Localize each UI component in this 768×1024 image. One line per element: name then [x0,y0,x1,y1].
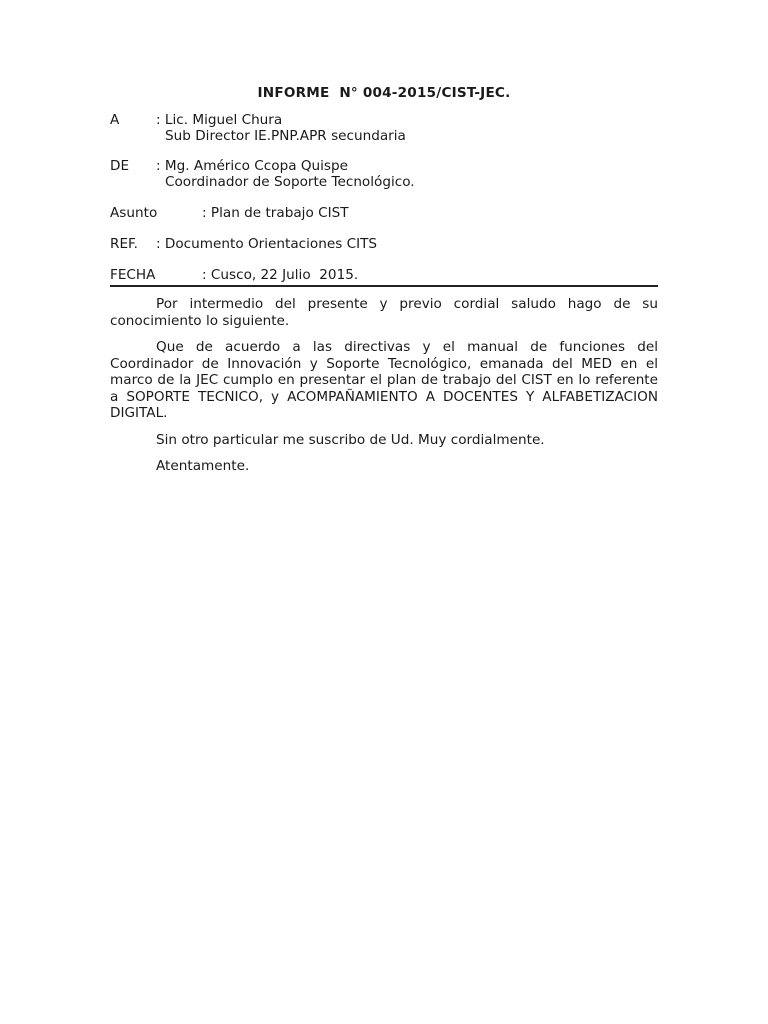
field-asunto-label: Asunto [110,205,158,221]
field-de-sub: Coordinador de Soporte Tecnológico. [165,174,415,190]
field-asunto-value: : Plan de trabajo CIST [202,205,349,221]
field-a-sub: Sub Director IE.PNP.APR secundaria [165,128,406,144]
paragraph-main: Que de acuerdo a las directivas y el manual de funciones del Coordinador de Innovación y Soporte Tecnológico, emanada del MED en el marco de la JEC cumplo en presentar el plan de trabajo del CIST en lo referente a SOPORTE TECNICO, y ACOMPAÑAMIENTO A DOCENTES Y ALFABETIZACION DIGITAL. [110,339,658,422]
paragraph-closing: Sin otro particular me suscribo de Ud. Muy cordialmente. [156,432,545,448]
field-fecha-value: : Cusco, 22 Julio 2015. [202,267,359,283]
field-de-label: DE [110,158,130,174]
field-a-value: : Lic. Miguel Chura [156,112,283,128]
field-fecha-label: FECHA [110,267,156,283]
paragraph-intro: Por intermedio del presente y previo cordial saludo hago de su conocimiento lo siguiente. [110,296,658,329]
field-de-value: : Mg. Américo Ccopa Quispe [156,158,349,174]
field-a-label: A [110,112,120,128]
field-ref-label: REF. [110,236,138,252]
field-ref-value: : Documento Orientaciones CITS [156,236,378,252]
paragraph-signoff: Atentamente. [156,458,250,474]
header-divider [110,285,658,287]
document-title: INFORME N° 004-2015/CIST-JEC. [257,85,511,101]
